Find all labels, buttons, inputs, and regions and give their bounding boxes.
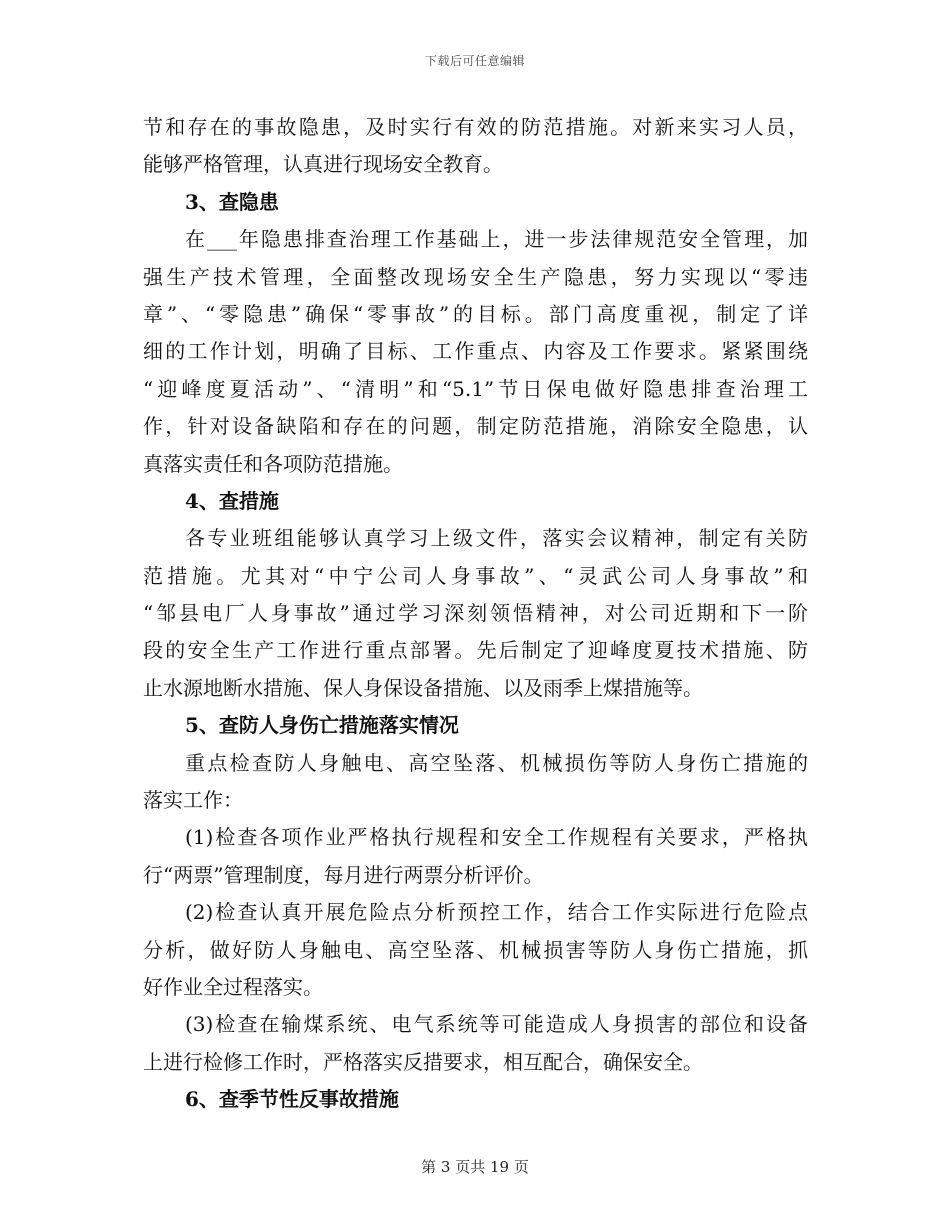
list-item-line: (1)检查各项作业严格执行规程和安全工作规程有关要求，严格执 [185, 825, 808, 850]
document-body [143, 109, 808, 1119]
body-line: 好作业全过程落实。 [143, 974, 323, 999]
page-header: 下载后可任意编辑 [424, 54, 525, 68]
section-heading: 4、查措施 [185, 488, 279, 513]
page-footer: 第 3 页共 19 页 [421, 1158, 529, 1176]
section-heading: 6、查季节性反事故措施 [185, 1087, 399, 1112]
paragraph-first-line: 重点检查防人身触电、高空坠落、机械损伤等防人身伤亡措施的 [185, 750, 808, 775]
body-line: 段的安全生产工作进行重点部署。先后制定了迎峰度夏技术措施、防 [143, 638, 808, 663]
paragraph-first-line: 在___年隐患排查治理工作基础上，进一步法律规范安全管理，加 [185, 227, 808, 252]
body-line: 能够严格管理，认真进行现场安全教育。 [143, 152, 503, 177]
paragraph-first-line: 各专业班组能够认真学习上级文件，落实会议精神，制定有关防 [185, 526, 808, 551]
body-line: 分析，做好防人身触电、高空坠落、机械损害等防人身伤亡措施，抓 [143, 937, 808, 962]
body-line: 落实工作： [143, 788, 243, 813]
list-item-line: (3)检查在输煤系统、电气系统等可能造成人身损害的部位和设备 [185, 1012, 808, 1037]
body-line: 上进行检修工作时，严格落实反措要求，相互配合，确保安全。 [143, 1049, 703, 1074]
list-item-line: (2)检查认真开展危险点分析预控工作，结合工作实际进行危险点 [185, 900, 808, 925]
body-line: 节和存在的事故隐患，及时实行有效的防范措施。对新来实习人员， [143, 115, 808, 139]
body-line: 行“两票”管理制度，每月进行两票分析评价。 [143, 862, 544, 887]
body-line: “邹县电厂人身事故”通过学习深刻领悟精神，对公司近期和下一阶 [143, 601, 808, 626]
body-line: 作，针对设备缺陷和存在的问题，制定防范措施，消除安全隐患，认 [143, 414, 808, 439]
body-line: 止水源地断水措施、保人身保设备措施、以及雨季上煤措施等。 [143, 675, 703, 700]
body-line: 章”、“零隐患”确保“零事故”的目标。部门高度重视，制定了详 [143, 301, 808, 326]
section-heading: 3、查隐患 [185, 189, 279, 214]
body-line: “迎峰度夏活动”、“清明”和“5.1”节日保电做好隐患排查治理工 [143, 376, 808, 401]
body-line: 强生产技术管理，全面整改现场安全生产隐患，努力实现以“零违 [143, 264, 808, 289]
section-heading: 5、查防人身伤亡措施落实情况 [185, 713, 459, 738]
body-line: 范措施。尤其对“中宁公司人身事故”、“灵武公司人身事故”和 [143, 563, 808, 588]
body-line: 真落实责任和各项防范措施。 [143, 451, 403, 476]
body-line: 细的工作计划，明确了目标、工作重点、内容及工作要求。紧紧围绕 [143, 339, 808, 364]
